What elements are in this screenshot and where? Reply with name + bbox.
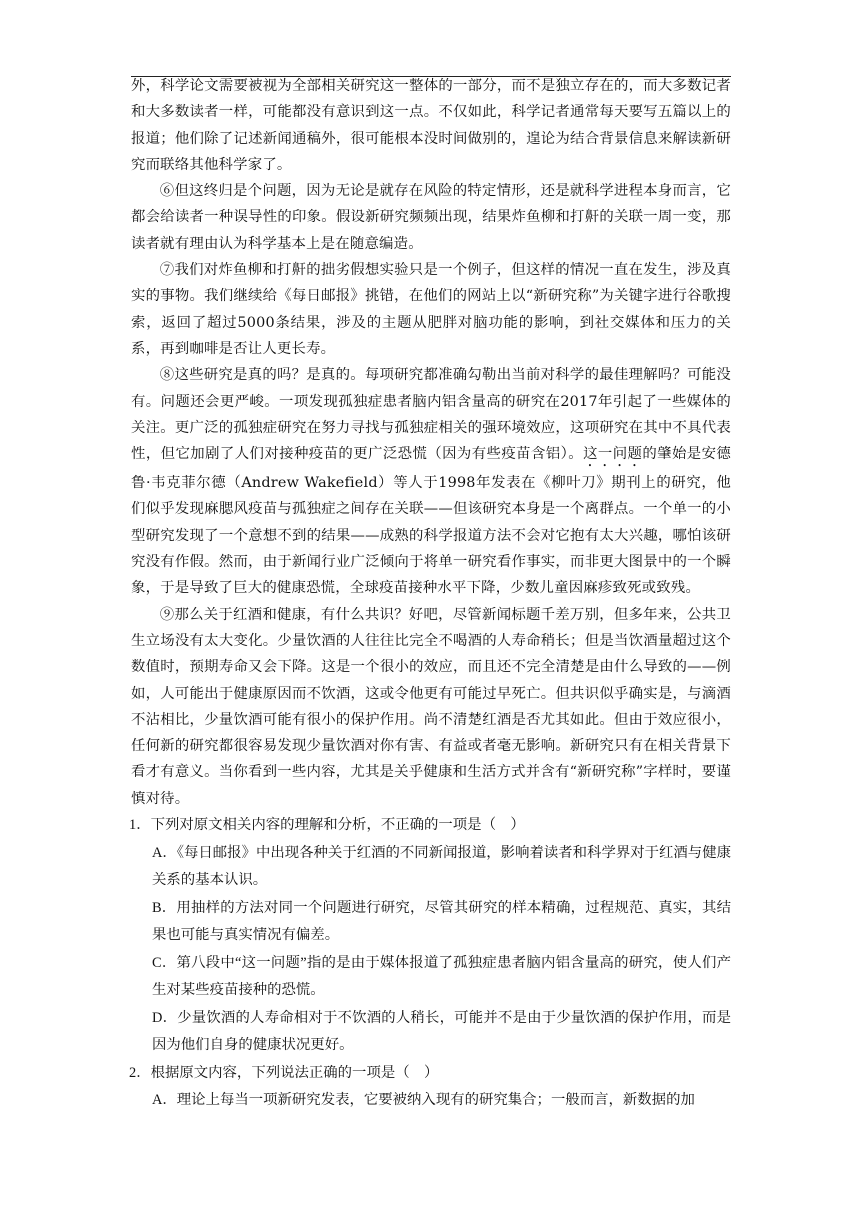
paragraph-7: ⑦我们对炸鱼柳和打鼾的拙劣假想实验只是一个例子，但这样的情况一直在发生，涉及真实的事物。我们继续给《每日邮报》挑错，在他们的网站上以“新研究称”为关键字进行谷歌搜索，返回了超过5000条结果，涉及的主题从肥胖对脑功能的影响，到社交媒体和压力的关系，再到咖啡是否让人更长寿。 xyxy=(131,262,731,357)
paragraph-8-part-b: 的肇始是安德鲁·韦克菲尔德（Andrew Wakefield）等人于1998年发表在《柳叶刀》期刊上的研究，他们似乎发现麻腮风疫苗与孤独症之间存在关联——但该研究本身是一个离群点。一个单一的小型研究发现了一个意想不到的结果——成熟的科学报道方法不会对它抱有太大兴趣，哪怕该研究没有作假。然而，由于新闻行业广泛倾向于将单一研究看作事实，而非更大图景中的一个瞬象，于是导致了巨大的健康恐慌，全球疫苗接种水平下降，少数儿童因麻疹致死或致残。 xyxy=(131,446,731,597)
question-1-option-c[interactable] xyxy=(131,950,731,1005)
paragraph-6: ⑥但这终归是个问题，因为无论是就存在风险的特定情形，还是就科学进程本身而言，它都会给读者一种误导性的印象。假设新研究频频出现，结果炸鱼柳和打鼾的关联一周一变，那读者就有理由认为科学基本上是在随意编造。 xyxy=(131,183,731,252)
option-text: C．第八段中“这一问题”指的是由于媒体报道了孤独症患者脑内铝含量高的研究，使人们产生对某些疫苗接种的恐慌。 xyxy=(152,954,731,999)
article-body xyxy=(131,73,731,1115)
question-1-stem: 1．下列对原文相关内容的理解和分析，不正确的一项是（ ） xyxy=(129,817,525,834)
emphasized-phrase: 这一问题 xyxy=(583,446,643,463)
question-1-option-d[interactable] xyxy=(131,1005,731,1060)
paragraph-continued: 外，科学论文需要被视为全部相关研究这一整体的一部分，而不是独立存在的，而大多数记者和大多数读者一样，可能都没有意识到这一点。不仅如此，科学记者通常每天要写五篇以上的报道；他们除了记述新闻通稿外，很可能根本没时间做别的，遑论为结合背景信息来解读新研究而联络其他科学家了。 xyxy=(131,78,731,173)
option-text: B．用抽样的方法对同一个问题进行研究，尽管其研究的样本精确，过程规范、真实，其结果也可能与真实情况有偏差。 xyxy=(152,899,731,944)
question-2-stem: 2．根据原文内容，下列说法正确的一项是（ ） xyxy=(129,1064,439,1081)
question-1-option-a[interactable] xyxy=(131,840,731,895)
paragraph-8 xyxy=(131,362,731,601)
paragraph-9: ⑨那么关于红酒和健康，有什么共识？好吧，尽管新闻标题千差万别，但多年来，公共卫生立场没有太大变化。少量饮酒的人往往比完全不喝酒的人寿命稍长；但是当饮酒量超过这个数值时，预期寿命又会下降。这是一个很小的效应，而且还不完全清楚是由什么导致的——例如，人可能出于健康原因而不饮酒，这或令他更有可能过早死亡。但共识似乎确实是，与滴酒不沾相比，少量饮酒可能有很小的保护作用。尚不清楚红酒是否尤其如此。但由于效应很小，任何新的研究都很容易发现少量饮酒对你有害、有益或者毫无影响。新研究只有在相关背景下看才有意义。当你看到一些内容，尤其是关乎健康和生活方式并含有“新研究称”字样时，要谨慎对待。 xyxy=(131,606,731,807)
questions-section xyxy=(131,812,731,1115)
paragraph-8-part-a: ⑧这些研究是真的吗？是真的。每项研究都准确勾勒出当前对科学的最佳理解吗？可能没有。问题还会更严峻。一项发现孤独症患者脑内铝含量高的研究在2017年引起了一些媒体的关注。更广泛的孤独症研究在努力寻找与孤独症相关的强环境效应，这项研究在其中不具代表性，但它加剧了人们对接种疫苗的更广泛恐慌（因为有些疫苗含铝）。 xyxy=(131,367,731,463)
option-text: D．少量饮酒的人寿命相对于不饮酒的人稍长，可能并不是由于少量饮酒的保护作用，而是因为他们自身的健康状况更好。 xyxy=(152,1009,731,1054)
option-text: A．理论上每当一项新研究发表，它要被纳入现有的研究集合；一般而言，新数据的加 xyxy=(152,1092,695,1109)
question-2-option-a[interactable] xyxy=(131,1087,731,1115)
option-text: A．《每日邮报》中出现各种关于红酒的不同新闻报道，影响着读者和科学界对于红酒与健康关系的基本认识。 xyxy=(152,844,731,889)
question-1-option-b[interactable] xyxy=(131,895,731,950)
